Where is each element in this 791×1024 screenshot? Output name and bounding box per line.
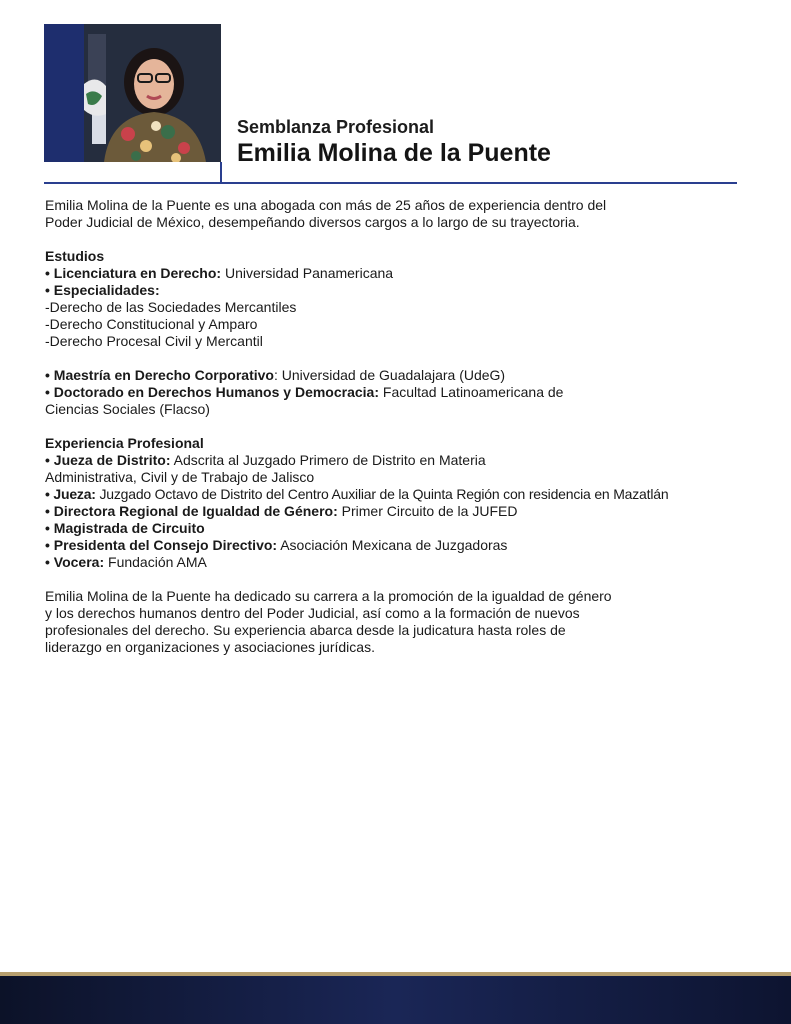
- doctorado-item: • Doctorado en Derechos Humanos y Democracia: Facultad Latinoamericana de Ciencias Sociales (Flacso): [45, 384, 564, 417]
- header-rule-tick: [220, 162, 222, 184]
- experiencia-item: • Jueza: Juzgado Octavo de Distrito del Centro Auxiliar de la Quinta Región con residencia en Mazatlán: [45, 486, 669, 502]
- intro-paragraph: Emilia Molina de la Puente es una abogada con más de 25 años de experiencia dentro del Poder Judicial de México, desempeñando diversos cargos a lo largo de su trayectoria.: [45, 197, 607, 230]
- especialidad-line: -Derecho Procesal Civil y Mercantil: [45, 333, 263, 349]
- page-title: Emilia Molina de la Puente: [237, 139, 551, 167]
- experiencia-item: • Directora Regional de Igualdad de Género: Primer Circuito de la JUFED: [45, 503, 518, 519]
- especialidades-item: • Especialidades:: [45, 282, 160, 298]
- experiencia-heading: Experiencia Profesional: [45, 435, 204, 451]
- document-body: [45, 197, 745, 656]
- profile-photo: [84, 24, 221, 162]
- especialidad-line: -Derecho de las Sociedades Mercantiles: [45, 299, 297, 315]
- portrait-illustration: [84, 24, 221, 162]
- footer-band: [0, 976, 791, 1024]
- experiencia-item: • Jueza de Distrito: Adscrita al Juzgado Primero de Distrito en Materia Administrativa, Civil y de Trabajo de Jalisco: [45, 452, 486, 485]
- especialidad-line: -Derecho Constitucional y Amparo: [45, 316, 258, 332]
- page-subtitle: Semblanza Profesional: [237, 117, 435, 137]
- closing-paragraph: Emilia Molina de la Puente ha dedicado su carrera a la promoción de la igualdad de género y los derechos humanos dentro del Poder Judicial, así como a la formación de nuevos profesionales del derecho. Su experiencia abarca desde la judicatura hasta roles de liderazgo en organizaciones y asociaciones jurídicas.: [45, 588, 612, 655]
- photo-accent-bar: [44, 24, 84, 162]
- experiencia-item: • Vocera: Fundación AMA: [45, 554, 207, 570]
- page-heading: [237, 116, 551, 168]
- header-divider: [44, 182, 737, 184]
- maestria-item: • Maestría en Derecho Corporativo: Universidad de Guadalajara (UdeG): [45, 367, 506, 383]
- licenciatura-item: • Licenciatura en Derecho: Universidad Panamericana: [45, 265, 394, 281]
- experiencia-item: • Presidenta del Consejo Directivo: Asociación Mexicana de Juzgadoras: [45, 537, 508, 553]
- estudios-heading: Estudios: [45, 248, 105, 264]
- experiencia-item: • Magistrada de Circuito: [45, 520, 205, 536]
- profile-photo-block: [44, 24, 221, 162]
